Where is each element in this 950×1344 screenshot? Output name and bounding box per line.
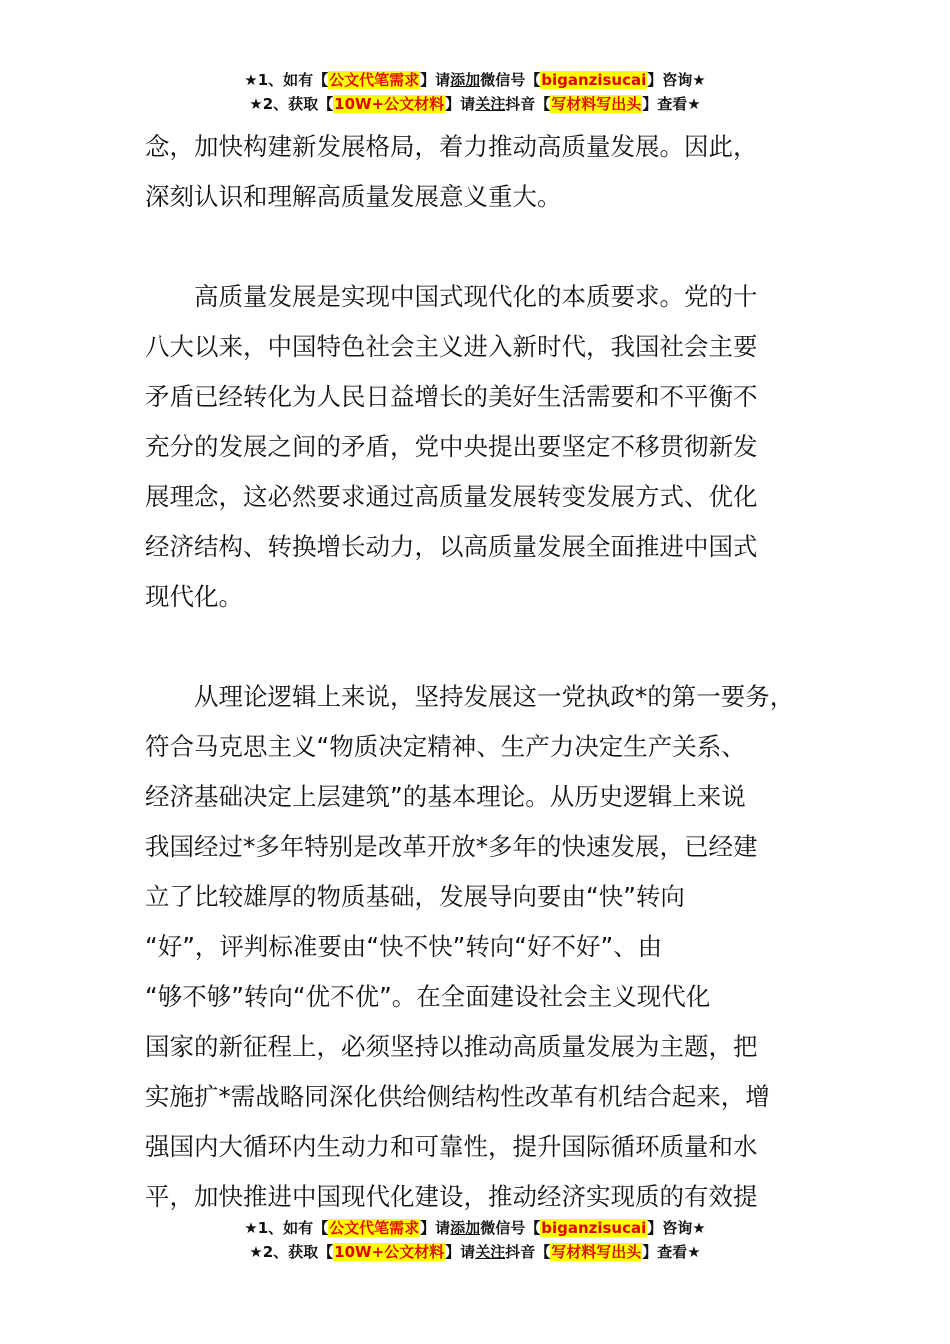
text-line: 现代化。 [145,582,243,611]
banner-line-2 [0,1240,950,1264]
paragraph-2 [145,272,817,622]
text-line: 我国经过*多年特别是改革开放*多年的快速发展，已经建 [145,832,758,861]
highlight-wechat-id: biganzisucai [541,71,647,89]
highlight-douyin-account: 写材料写出头 [551,1243,642,1261]
text-line: 八大以来，中国特色社会主义进入新时代，我国社会主要 [145,332,758,361]
header-banner [0,68,950,116]
text-line: 经济基础决定上层建筑”的基本理论。从历史逻辑上来说 [145,782,746,811]
star-icon: ★ [687,1243,701,1261]
banner-text: 1、如有【 [257,1219,329,1237]
text-line: 立了比较雄厚的物质基础，发展导向要由“快”转向 [145,882,685,911]
text-line: 矛盾已经转化为人民日益增长的美好生活需要和不平衡不 [145,382,758,411]
banner-text: 1、如有【 [257,71,329,89]
underlined-text: 关注 [475,95,506,113]
text-line: 展理念，这必然要求通过高质量发展转变发展方式、优化 [145,482,758,511]
underlined-text: 添加 [450,1219,481,1237]
paragraph-1 [145,122,817,222]
document-body [145,122,817,1222]
text-line: 深刻认识和理解高质量发展意义重大。 [145,182,562,211]
paragraph-gap [145,622,817,672]
highlight-service: 公文代笔需求 [329,1219,420,1237]
star-icon: ★ [249,1243,263,1261]
banner-text: 】请 [445,1243,476,1261]
banner-text: 】请 [420,71,451,89]
banner-text: 抖音【 [505,1243,551,1261]
banner-text: 】查看 [642,95,688,113]
banner-text: 微信号【 [480,1219,541,1237]
star-icon: ★ [244,1219,258,1237]
underlined-text: 关注 [475,1243,506,1261]
text-line: “好”，评判标准要由“快不快”转向“好不好”、由 [145,932,663,961]
text-line: “够不够”转向“优不优”。在全面建设社会主义现代化 [145,982,711,1011]
star-icon: ★ [244,71,258,89]
highlight-materials: 10W+公文材料 [334,1243,445,1261]
text-line: 实施扩*需战略同深化供给侧结构性改革有机结合起来，增 [145,1082,770,1111]
text-line: 充分的发展之间的矛盾，党中央提出要坚定不移贯彻新发 [145,432,758,461]
star-icon: ★ [692,1219,706,1237]
highlight-douyin-account: 写材料写出头 [551,95,642,113]
text-line: 国家的新征程上，必须坚持以推动高质量发展为主题，把 [145,1032,758,1061]
banner-text: 2、获取【 [262,1243,334,1261]
banner-text: 】请 [420,1219,451,1237]
star-icon: ★ [692,71,706,89]
highlight-wechat-id: biganzisucai [541,1219,647,1237]
banner-line-2 [0,92,950,116]
banner-text: 】咨询 [647,71,693,89]
banner-line-1 [0,68,950,92]
text-line: 念，加快构建新发展格局，着力推动高质量发展。因此， [145,132,758,161]
text-line: 平，加快推进中国现代化建设，推动经济实现质的有效提 [145,1182,758,1211]
star-icon: ★ [249,95,263,113]
banner-text: 抖音【 [505,95,551,113]
text-line: 经济结构、转换增长动力，以高质量发展全面推进中国式 [145,532,758,561]
banner-text: 】请 [445,95,476,113]
footer-banner [0,1216,950,1264]
paragraph-3 [145,672,817,1222]
text-line: 高质量发展是实现中国式现代化的本质要求。党的十 [194,282,758,311]
banner-text: 2、获取【 [262,95,334,113]
text-line: 从理论逻辑上来说，坚持发展这一党执政*的第一要务， [194,682,795,711]
highlight-materials: 10W+公文材料 [334,95,445,113]
highlight-service: 公文代笔需求 [329,71,420,89]
underlined-text: 添加 [450,71,481,89]
paragraph-gap [145,222,817,272]
text-line: 符合马克思主义“物质决定精神、生产力决定生产关系、 [145,732,746,761]
star-icon: ★ [687,95,701,113]
banner-text: 】查看 [642,1243,688,1261]
banner-line-1 [0,1216,950,1240]
text-line: 强国内大循环内生动力和可靠性，提升国际循环质量和水 [145,1132,758,1161]
banner-text: 微信号【 [480,71,541,89]
banner-text: 】咨询 [647,1219,693,1237]
